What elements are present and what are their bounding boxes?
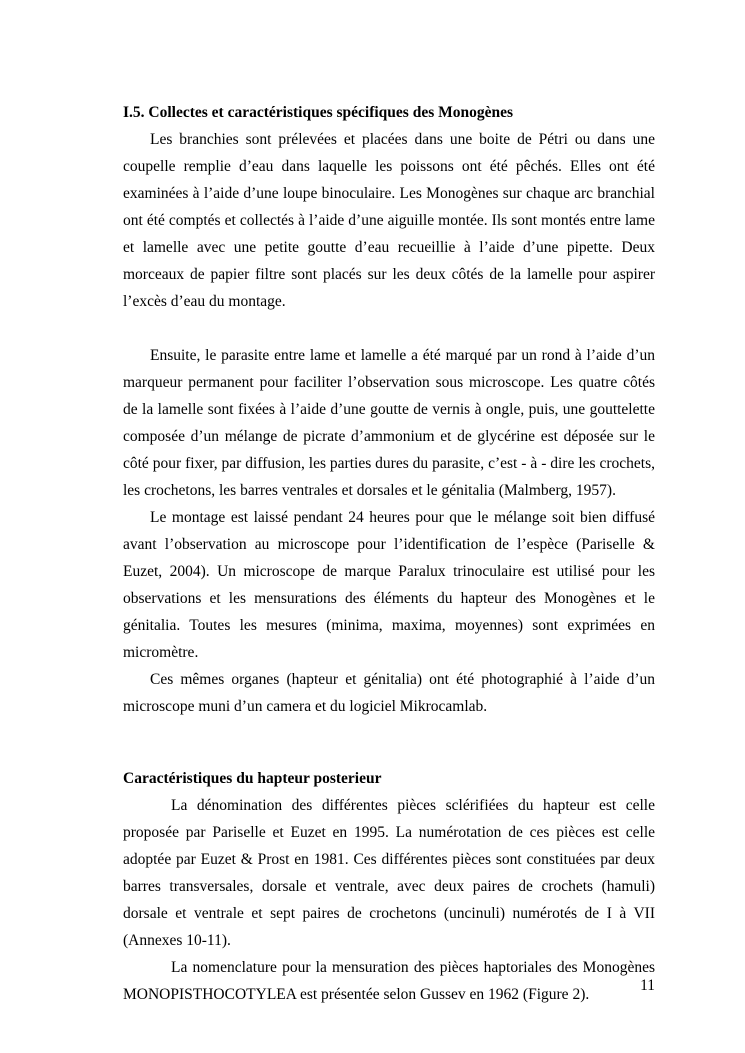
paragraph-photographie: Ces mêmes organes (hapteur et génitalia) ont été photographié à l’aide d’un microscope muni d’un camera et du logiciel Mikrocamlab. xyxy=(123,671,655,715)
section-heading-hapteur: Caractéristiques du hapteur posterieur xyxy=(123,770,382,787)
section-heading-collectes: I.5. Collectes et caractéristiques spécifiques des Monogènes xyxy=(123,104,514,121)
paragraph-montage: Le montage est laissé pendant 24 heures pour que le mélange soit bien diffusé avant l’observation au microscope pour l’identification de l’espèce (Pariselle & Euzet, 2004). Un microscope de marque Paralux trinoculaire est utilisé pour les observations et les mensurations des éléments du hapteur des Monogènes et le génitalia. Toutes les mesures (minima, maxima, moyennes) sont exprimées en micromètre. xyxy=(123,509,655,661)
paragraph-branchies: Les branchies sont prélevées et placées dans une boite de Pétri ou dans une coupelle remplie d’eau dans laquelle les poissons ont été pêchés. Elles ont été examinées à l’aide d’une loupe binoculaire. Les Monogènes sur chaque arc branchial ont été comptés et collectés à l’aide d’une aiguille montée. Ils sont montés entre lame et lamelle avec une petite goutte d’eau recueillie à l’aide d’une pipette. Deux morceaux de papier filtre sont placés sur les deux côtés de la lamelle pour aspirer l’excès d’eau du montage. xyxy=(123,131,655,310)
page-number: 11 xyxy=(640,977,655,994)
paragraph-denomination: La dénomination des différentes pièces sclérifiées du hapteur est celle proposée par Pariselle et Euzet en 1995. La numérotation de ces pièces est celle adoptée par Euzet & Prost en 1981. Ces différentes pièces sont constituées par deux barres transversales, dorsale et ventrale, avec deux paires de crochets (hamuli) dorsale et ventrale et sept paires de crochetons (uncinuli) numérotés de I à VII (Annexes 10-11). xyxy=(123,797,655,949)
paragraph-nomenclature: La nomenclature pour la mensuration des pièces haptoriales des Monogènes MONOPISTHOCOTYLEA est présentée selon Gussev en 1962 (Figure 2). xyxy=(123,959,655,1003)
paragraph-parasite-marquage: Ensuite, le parasite entre lame et lamelle a été marqué par un rond à l’aide d’un marqueur permanent pour faciliter l’observation sous microscope. Les quatre côtés de la lamelle sont fixées à l’aide d’une goutte de vernis à ongle, puis, une gouttelette composée d’un mélange de picrate d’ammonium et de glycérine est déposée sur le côté pour fixer, par diffusion, les parties dures du parasite, c’est - à - dire les crochets, les crochetons, les barres ventrales et dorsales et le génitalia (Malmberg, 1957). xyxy=(123,347,655,499)
